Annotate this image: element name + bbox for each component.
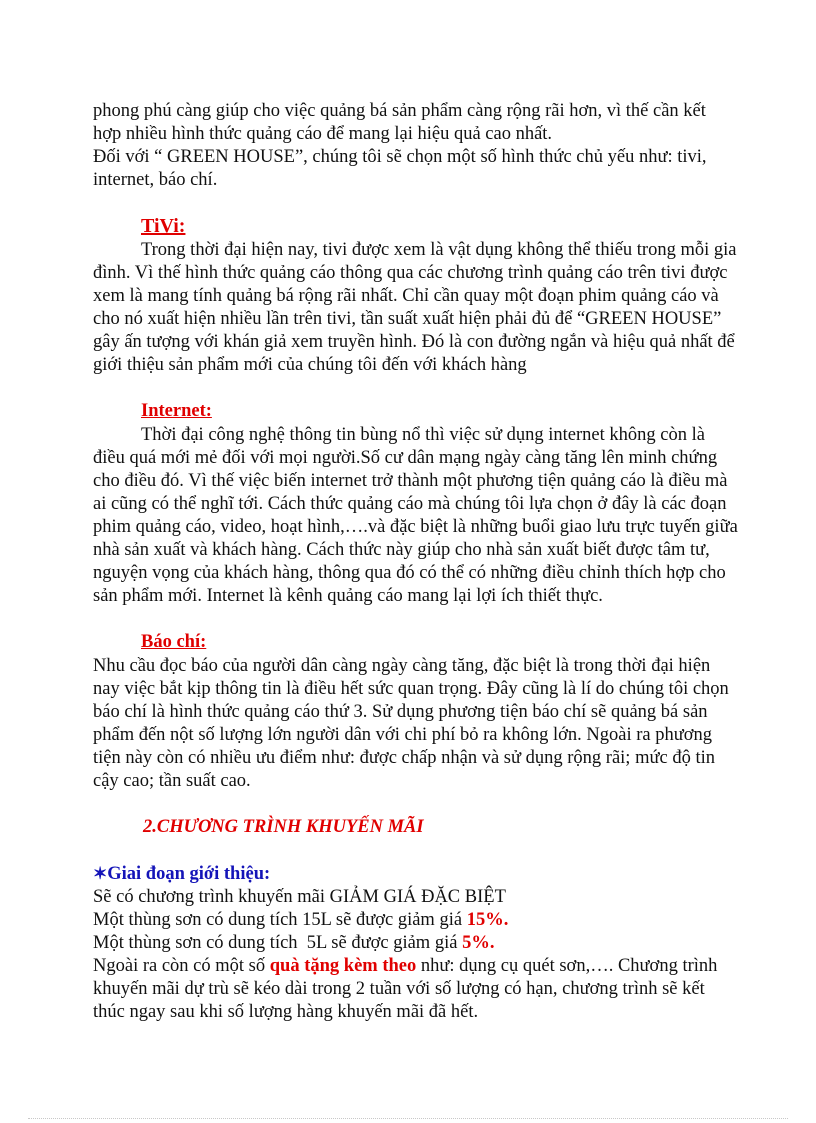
text-line: Nhu cầu đọc báo của người dân càng ngày càng tăng, đặc biệt là trong thời đại hiện xyxy=(93,656,711,676)
text-line: ai cũng có thể nghĩ tới. Cách thức quảng cáo mà chúng tôi lựa chọn ở đây là các đoạn xyxy=(93,494,727,514)
gift-highlight: quà tặng kèm theo xyxy=(269,956,417,976)
star-icon: ✶ xyxy=(93,864,108,883)
text-line: thúc ngay sau khi số lượng hàng khuyến mãi đã hết. xyxy=(93,1002,479,1022)
text-line: phẩm đến nột số lượng lớn người dân với chi phí bỏ ra không lớn. Ngoài ra phương xyxy=(93,725,713,745)
text-line: hợp nhiều hình thức quảng cáo để mang lại hiệu quả cao nhất. xyxy=(93,124,553,144)
text-line: cho điều đó. Vì thế việc biến internet trở thành một phương tiện quảng cáo là điều mà xyxy=(93,471,728,491)
text-line: Sẽ có chương trình khuyến mãi GIẢM GIÁ ĐẶC BIỆT xyxy=(93,887,506,907)
text-line: tiện này còn có nhiều ưu điểm như: được chấp nhận và sử dụng rộng rãi; mức độ tin xyxy=(93,748,715,768)
discount-value: 5%. xyxy=(462,933,495,953)
text-line: Thời đại công nghệ thông tin bùng nổ thì việc sử dụng internet không còn là xyxy=(141,425,705,445)
document-page xyxy=(93,100,758,1024)
text-line: Đối với “ GREEN HOUSE”, chúng tôi sẽ chọn một số hình thức chủ yếu như: tivi, xyxy=(93,147,707,167)
discount-text: Một thùng sơn có dung tích 5L sẽ được giảm giá xyxy=(93,933,463,953)
baochi-section xyxy=(93,631,758,793)
discount-text: Một thùng sơn có dung tích 15L sẽ được giảm giá xyxy=(93,910,467,930)
gift-text-pre: Ngoài ra còn có một số xyxy=(93,956,270,976)
tivi-section xyxy=(93,215,758,377)
text-line: sản phẩm mới. Internet là kênh quảng cáo mang lại lợi ích thiết thực. xyxy=(93,586,603,606)
text-line: phim quảng cáo, video, hoạt hình,….và đặc biệt là những buổi giao lưu trực tuyến giữa xyxy=(93,517,738,537)
baochi-heading: Báo chí: xyxy=(141,632,207,652)
text-line: nay việc bắt kịp thông tin là điều hết sức quan trọng. Đây cũng là lí do chúng tôi chọn xyxy=(93,679,729,699)
discount-value: 15%. xyxy=(466,910,509,930)
internet-heading: Internet: xyxy=(141,401,212,421)
gift-line xyxy=(93,955,758,978)
intro-phase-heading xyxy=(93,862,758,886)
page-footer-divider xyxy=(28,1118,788,1119)
promotion-section xyxy=(93,862,758,1024)
text-line: giới thiệu sản phẩm mới của chúng tôi đến với khách hàng xyxy=(93,355,527,375)
text-line: báo chí là hình thức quảng cáo thứ 3. Sử dụng phương tiện báo chí sẽ quảng bá sản xyxy=(93,702,708,722)
intro-paragraph xyxy=(93,100,758,192)
text-line: xem là mang tính quảng bá rộng rãi nhất. Chỉ cần quay một đoạn phim quảng cáo và xyxy=(93,286,719,306)
internet-section xyxy=(93,400,758,608)
text-line: gây ấn tượng với khán giả xem truyền hình. Đó là con đường ngắn và hiệu quả nhất để xyxy=(93,332,735,352)
text-line: internet, báo chí. xyxy=(93,170,218,190)
intro-phase-label: Giai đoạn giới thiệu: xyxy=(107,864,271,884)
discount-line-5l xyxy=(93,932,758,955)
text-line: nguyện vọng của khách hàng, thông qua đó có thể có những điều chỉnh thích hợp cho xyxy=(93,563,726,583)
text-line: phong phú càng giúp cho việc quảng bá sản phẩm càng rộng rãi hơn, vì thế cần kết xyxy=(93,101,706,121)
text-line: nhà sản xuất và khách hàng. Cách thức này giúp cho nhà sản xuất biết được tâm tư, xyxy=(93,540,710,560)
text-line: cho nó xuất hiện nhiều lần trên tivi, tần suất xuất hiện phải đủ để “GREEN HOUSE” xyxy=(93,309,722,329)
discount-line-15l xyxy=(93,909,758,932)
gift-text-post: như: dụng cụ quét sơn,…. Chương trình xyxy=(416,956,718,976)
text-line: điều quá mới mẻ đối với mọi người.Số cư dân mạng ngày càng tăng lên minh chứng xyxy=(93,448,718,468)
text-line: đình. Vì thế hình thức quảng cáo thông qua các chương trình quảng cáo trên tivi được xyxy=(93,263,728,283)
text-line: khuyến mãi dự trù sẽ kéo dài trong 2 tuần với số lượng có hạn, chương trình sẽ kết xyxy=(93,979,705,999)
text-line: cậy cao; tần suất cao. xyxy=(93,771,251,791)
tivi-heading: TiVi: xyxy=(141,215,186,237)
text-line: Trong thời đại hiện nay, tivi được xem là vật dụng không thể thiếu trong mỗi gia xyxy=(141,240,737,260)
section-title-promotion: 2.CHƯƠNG TRÌNH KHUYẾN MÃI xyxy=(143,817,424,837)
